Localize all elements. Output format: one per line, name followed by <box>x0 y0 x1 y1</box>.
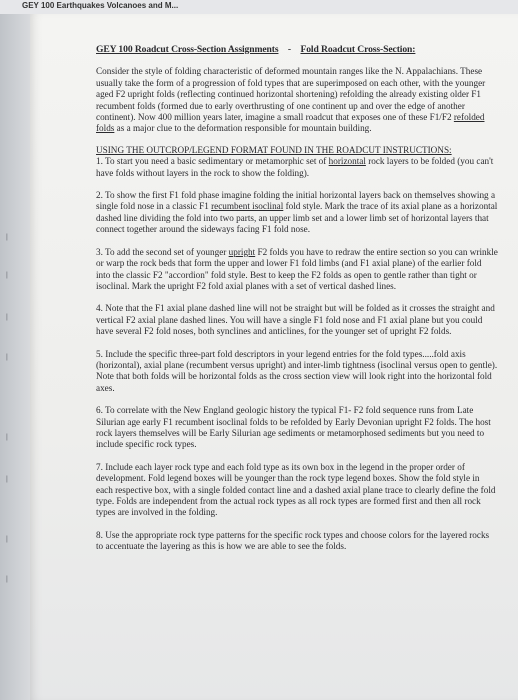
margin-mark: | <box>6 576 8 583</box>
instruction-item-4: 4. Note that the F1 axial plane dashed line will not be straight but will be folded as it crosses the straight and vertical F2 axial plane dashed lines. You will have a single F1 fold nose and F1 axial plane but you could have several F2 fold noses, both synclines and anticlines, for the younger set of upright F2 folds. <box>96 303 495 337</box>
item3-underlined: upright <box>228 246 256 257</box>
instruction-item-5: 5. Include the specific three-part fold descriptors in your legend entries for the fold types.....fold axis (horizontal), axial plane (recumbent versus upright) and inter-limb tightness (isoclinal versus open to gentle). Note that both folds will be horizontal folds as the cross section view will look right into the horizontal fold axes. <box>96 348 498 393</box>
instruction-item-1 <box>96 156 498 179</box>
instructions-heading: USING THE OUTCROP/LEGEND FORMAT FOUND IN THE ROADCUT INSTRUCTIONS: <box>96 144 452 155</box>
item1-underlined: horizontal <box>328 156 366 167</box>
item3-text-b: F2 folds you have to redraw the entire section so you can wrinkle or warp the rock beds that form the upper and lower F1 fold limbs (and F1 axial plane) of the earlier fold into the classic F2 "accordion" fold style. Best to keep the F2 folds as open to gentle rather than tight or isoclinal. Mark the upright F2 fold axial planes with a set of vertical dashed lines. <box>96 246 498 291</box>
tab-title[interactable]: GEY 100 Earthquakes Volcanoes and M... <box>22 1 179 10</box>
intro-paragraph <box>96 66 498 134</box>
heading-separator: - <box>287 44 292 55</box>
margin-mark: | <box>6 476 8 483</box>
item3-text-a: 3. To add the second set of younger <box>96 246 229 257</box>
left-margin-strip <box>0 14 30 700</box>
instruction-item-6: 6. To correlate with the New England geologic history the typical F1- F2 fold sequence runs from Late Silurian age early F1 recumbent isoclinal folds to be refolded by Early Devonian upright F2 folds. The host rock layers themselves will be Early Silurian age sediments or metamorphosed sediments but you need to include specific rock types. <box>96 405 491 450</box>
heading-right: Fold Roadcut Cross-Section: <box>300 44 416 55</box>
margin-mark: | <box>6 314 8 321</box>
margin-mark: | <box>6 234 8 241</box>
instruction-item-3 <box>96 247 498 293</box>
margin-mark: | <box>6 434 8 441</box>
item2-text-b: fold style. Mark the trace of its axial plane as a horizontal dashed line dividing the fold into two parts, an upper limb set and a lower limb set of horizontal layers that connect together around the sideways facing F1 fold nose. <box>96 201 498 235</box>
instruction-item-2 <box>96 190 498 236</box>
margin-mark: | <box>6 354 8 361</box>
item1-text-a: 1. To start you need a basic sedimentary or metamorphic set of <box>96 156 329 167</box>
item2-underlined: recumbent isoclinal <box>211 201 284 212</box>
instructions-block <box>96 145 498 179</box>
document-heading <box>96 44 498 55</box>
item1-text-b: rock layers to be folded (you can't have folds without layers in the rock to show the folding). <box>96 156 494 178</box>
heading-left: GEY 100 Roadcut Cross-Section Assignments <box>96 44 279 55</box>
instruction-item-8: 8. Use the appropriate rock type patterns for the specific rock types and choose colors for the layered rocks to accentuate the layering as this is how we are able to see the folds. <box>96 529 490 552</box>
browser-tab-bar <box>0 0 518 15</box>
document-content <box>96 44 498 553</box>
instruction-item-7: 7. Include each layer rock type and each fold type as its own box in the legend in the proper order of development. Fold legend boxes will be younger than the rock type legend boxes. Show the fold style in each respective box, with a single folded contact line and a dashed axial plane trace to clearly define the fold type. Folds are independent from the actual rock types as all rock types are formed first and then all rock types are involved in the folding. <box>96 461 496 518</box>
margin-mark: | <box>6 272 8 279</box>
margin-mark: | <box>6 536 8 543</box>
intro-underlined: refolded folds <box>96 112 485 134</box>
document-page <box>30 14 518 700</box>
item2-text-a: 2. To show the first F1 fold phase imagine folding the initial horizontal layers back on themselves showing a single fold nose in a classic F1 <box>96 190 496 212</box>
intro-text-b: as a major clue to the deformation responsible for mountain building. <box>114 123 372 134</box>
intro-text-a: Consider the style of folding characteristic of deformed mountain ranges like the N. Appalachians. These usually take the form of a progression of fold types that are superimposed on each other, with the younger aged F2 upright folds (reflecting continued horizontal shortening) refolding the already existing older F1 recumbent folds (formed due to early overthrusting of one continent up and over the edge of another continent). Now 400 million years later, imagine a small roadcut that exposes one of these F1/F2 <box>96 66 486 123</box>
